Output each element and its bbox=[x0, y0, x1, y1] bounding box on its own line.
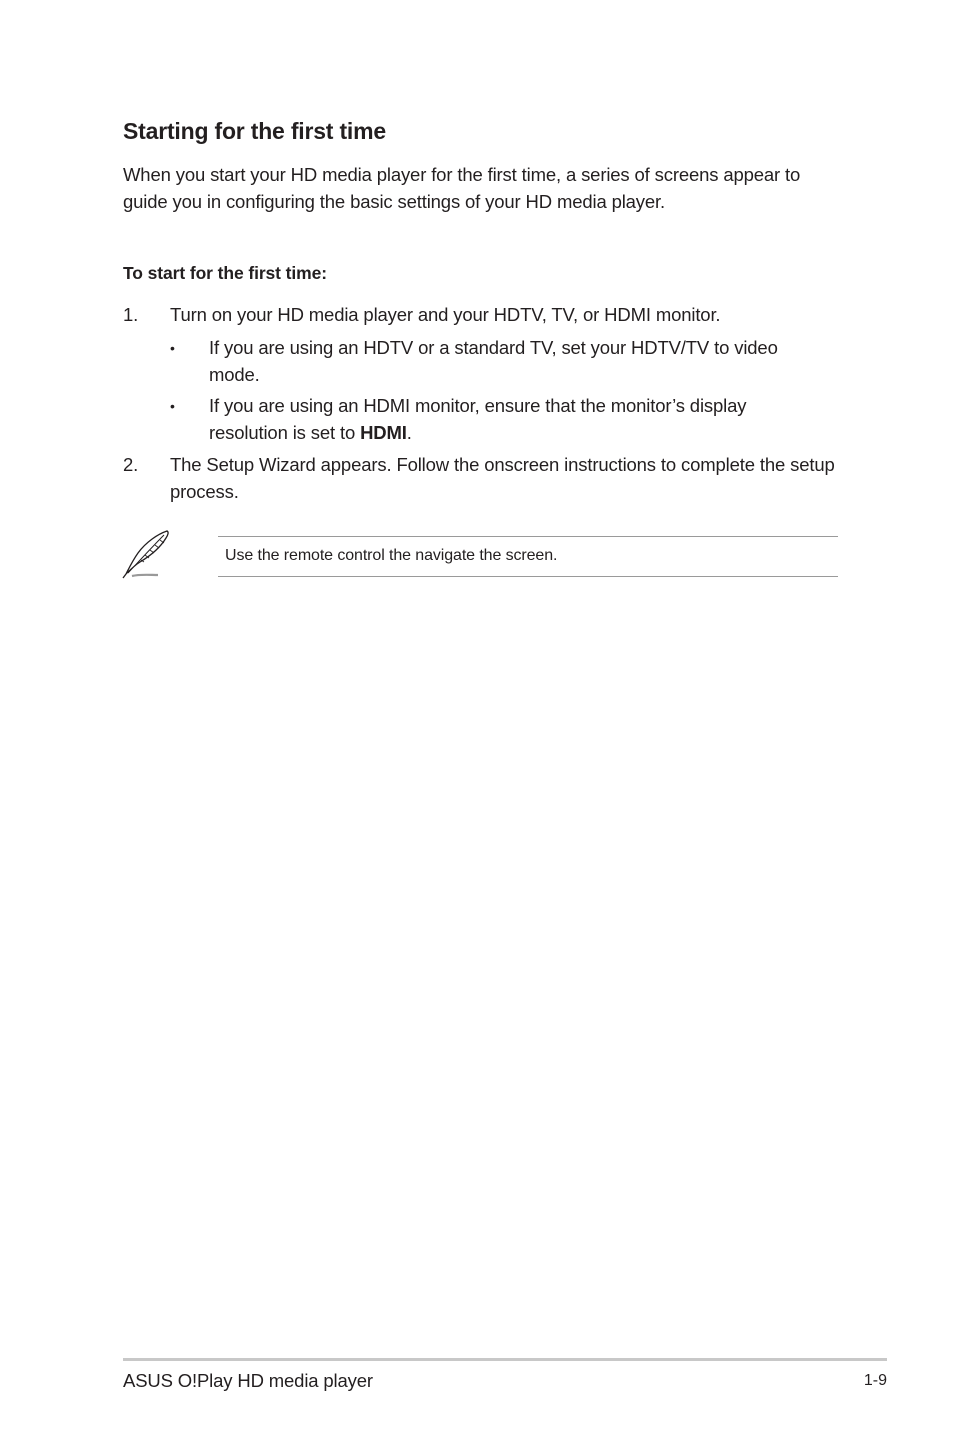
bullet-item bbox=[170, 335, 830, 388]
step-number: 1. bbox=[123, 304, 139, 325]
note-text: Use the remote control the navigate the screen. bbox=[225, 547, 558, 564]
note-box bbox=[218, 536, 838, 577]
bullet-marker: • bbox=[170, 340, 175, 356]
bullet-text-part: If you are using an HDMI monitor, ensure that the monitor’s display resolution is set to bbox=[209, 395, 747, 443]
intro-paragraph: When you start your HD media player for the first time, a series of screens appear to guide you in configuring the basic settings of your HD media player. bbox=[123, 164, 801, 212]
bullet-item bbox=[170, 393, 830, 446]
step-text: The Setup Wizard appears. Follow the onscreen instructions to complete the setup process. bbox=[170, 454, 835, 502]
bold-term: HDMI bbox=[360, 421, 407, 443]
step-number: 2. bbox=[123, 454, 139, 475]
procedure-heading: To start for the first time: bbox=[123, 263, 327, 283]
bullet-text: If you are using an HDTV or a standard TV, set your HDTV/TV to video mode. bbox=[209, 337, 778, 385]
footer-product-name: ASUS O!Play HD media player bbox=[123, 1370, 373, 1391]
footer-page-number: 1-9 bbox=[863, 1372, 887, 1389]
bullet-marker: • bbox=[170, 398, 175, 414]
bullet-text bbox=[209, 393, 830, 446]
footer-divider bbox=[123, 1358, 887, 1361]
step-2 bbox=[123, 452, 843, 505]
feather-pen-icon bbox=[120, 528, 174, 580]
page-title: Starting for the first time bbox=[123, 118, 386, 144]
bullet-text-part: . bbox=[406, 421, 412, 443]
step-text: Turn on your HD media player and your HDTV, TV, or HDMI monitor. bbox=[170, 304, 721, 325]
step-1 bbox=[123, 302, 843, 329]
